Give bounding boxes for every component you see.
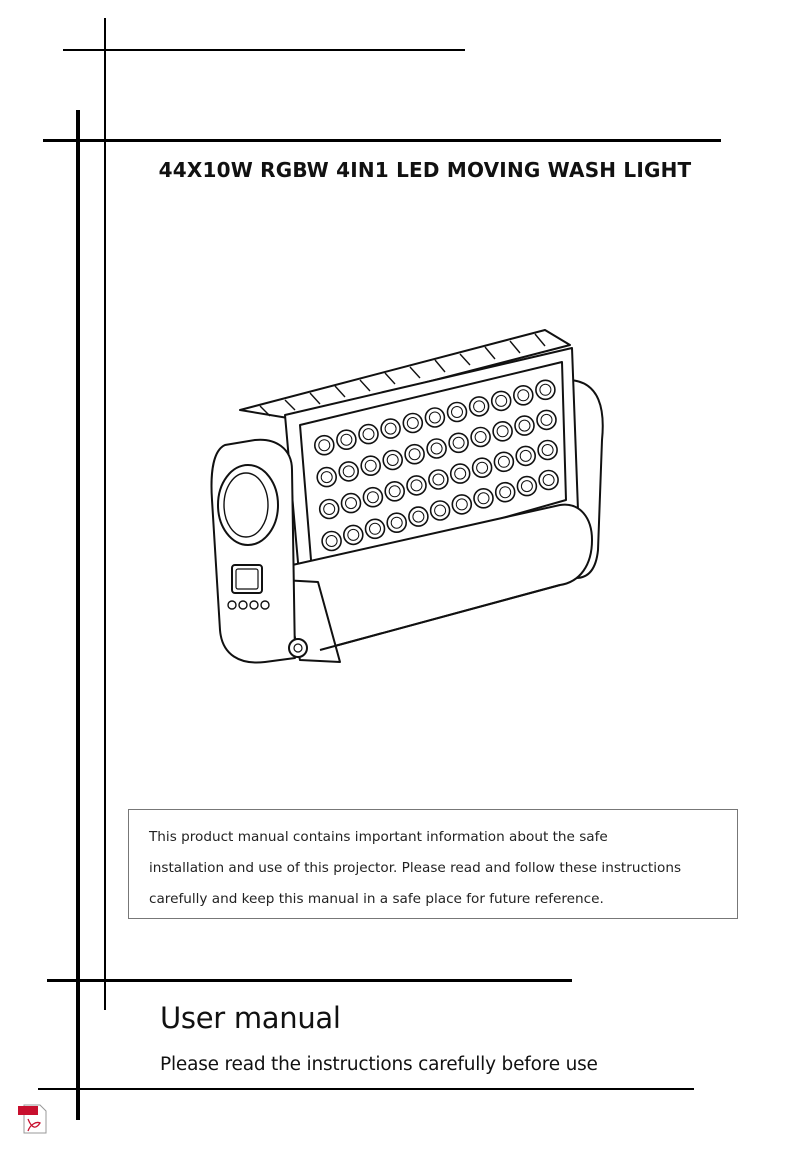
led-lens-inner <box>477 462 488 473</box>
led-lens-inner <box>326 536 337 547</box>
led-lens-inner <box>435 505 446 516</box>
led-lens-inner <box>496 395 507 406</box>
left-vertical-thick-rule <box>76 110 80 1120</box>
led-lens-inner <box>370 523 381 534</box>
safety-notice-line: installation and use of this projector. Please read and follow these instructions <box>149 860 682 876</box>
led-lens-inner <box>429 412 440 423</box>
led-lens-inner <box>363 429 374 440</box>
led-lens-inner <box>321 472 332 483</box>
led-lens-inner <box>520 450 531 461</box>
led-lens-inner <box>391 517 402 528</box>
led-lens-inner <box>431 443 442 454</box>
bottom-rule <box>38 1088 694 1090</box>
led-lens-inner <box>348 529 359 540</box>
safety-notice-line: This product manual contains important information about the safe <box>149 829 608 845</box>
led-lens-inner <box>365 460 376 471</box>
led-lens-inner <box>521 481 532 492</box>
led-lens-inner <box>409 449 420 460</box>
safety-notice-box <box>128 809 738 919</box>
led-lens-inner <box>542 445 553 456</box>
document-title: 44X10W RGBW 4IN1 LED MOVING WASH LIGHT <box>158 158 692 182</box>
led-lens-inner <box>543 475 554 486</box>
led-lens-inner <box>385 423 396 434</box>
led-lens-inner <box>455 468 466 479</box>
top-short-rule <box>63 49 465 51</box>
led-lens-inner <box>367 492 378 503</box>
led-lens-inner <box>407 418 418 429</box>
led-lens-inner <box>498 456 509 467</box>
led-lens-inner <box>456 499 467 510</box>
manual-title: User manual <box>160 1001 341 1035</box>
pdf-file-icon <box>18 1103 50 1135</box>
manual-subtitle: Please read the instructions carefully before use <box>160 1054 598 1075</box>
led-lens-inner <box>346 498 357 509</box>
led-lens-inner <box>413 511 424 522</box>
led-lens-inner <box>519 420 530 431</box>
led-lens-inner <box>518 390 529 401</box>
led-lens-inner <box>497 426 508 437</box>
led-lens-inner <box>541 414 552 425</box>
led-lens-inner <box>474 401 485 412</box>
led-lens-inner <box>433 474 444 485</box>
led-lens-inner <box>319 440 330 451</box>
led-lens-inner <box>411 480 422 491</box>
led-lens-inner <box>540 384 551 395</box>
led-lens-inner <box>324 504 335 515</box>
header-rule <box>43 139 721 142</box>
led-lens-inner <box>475 432 486 443</box>
led-lens-inner <box>389 486 400 497</box>
lower-rule <box>47 979 572 982</box>
led-lens-inner <box>387 455 398 466</box>
product-illustration <box>200 320 620 680</box>
led-lens-inner <box>453 437 464 448</box>
safety-notice-line: carefully and keep this manual in a safe place for future reference. <box>149 891 604 907</box>
led-lens-inner <box>343 466 354 477</box>
led-lens-inner <box>500 487 511 498</box>
led-lens-inner <box>452 407 463 418</box>
led-lens-inner <box>478 493 489 504</box>
led-lens-inner <box>341 434 352 445</box>
